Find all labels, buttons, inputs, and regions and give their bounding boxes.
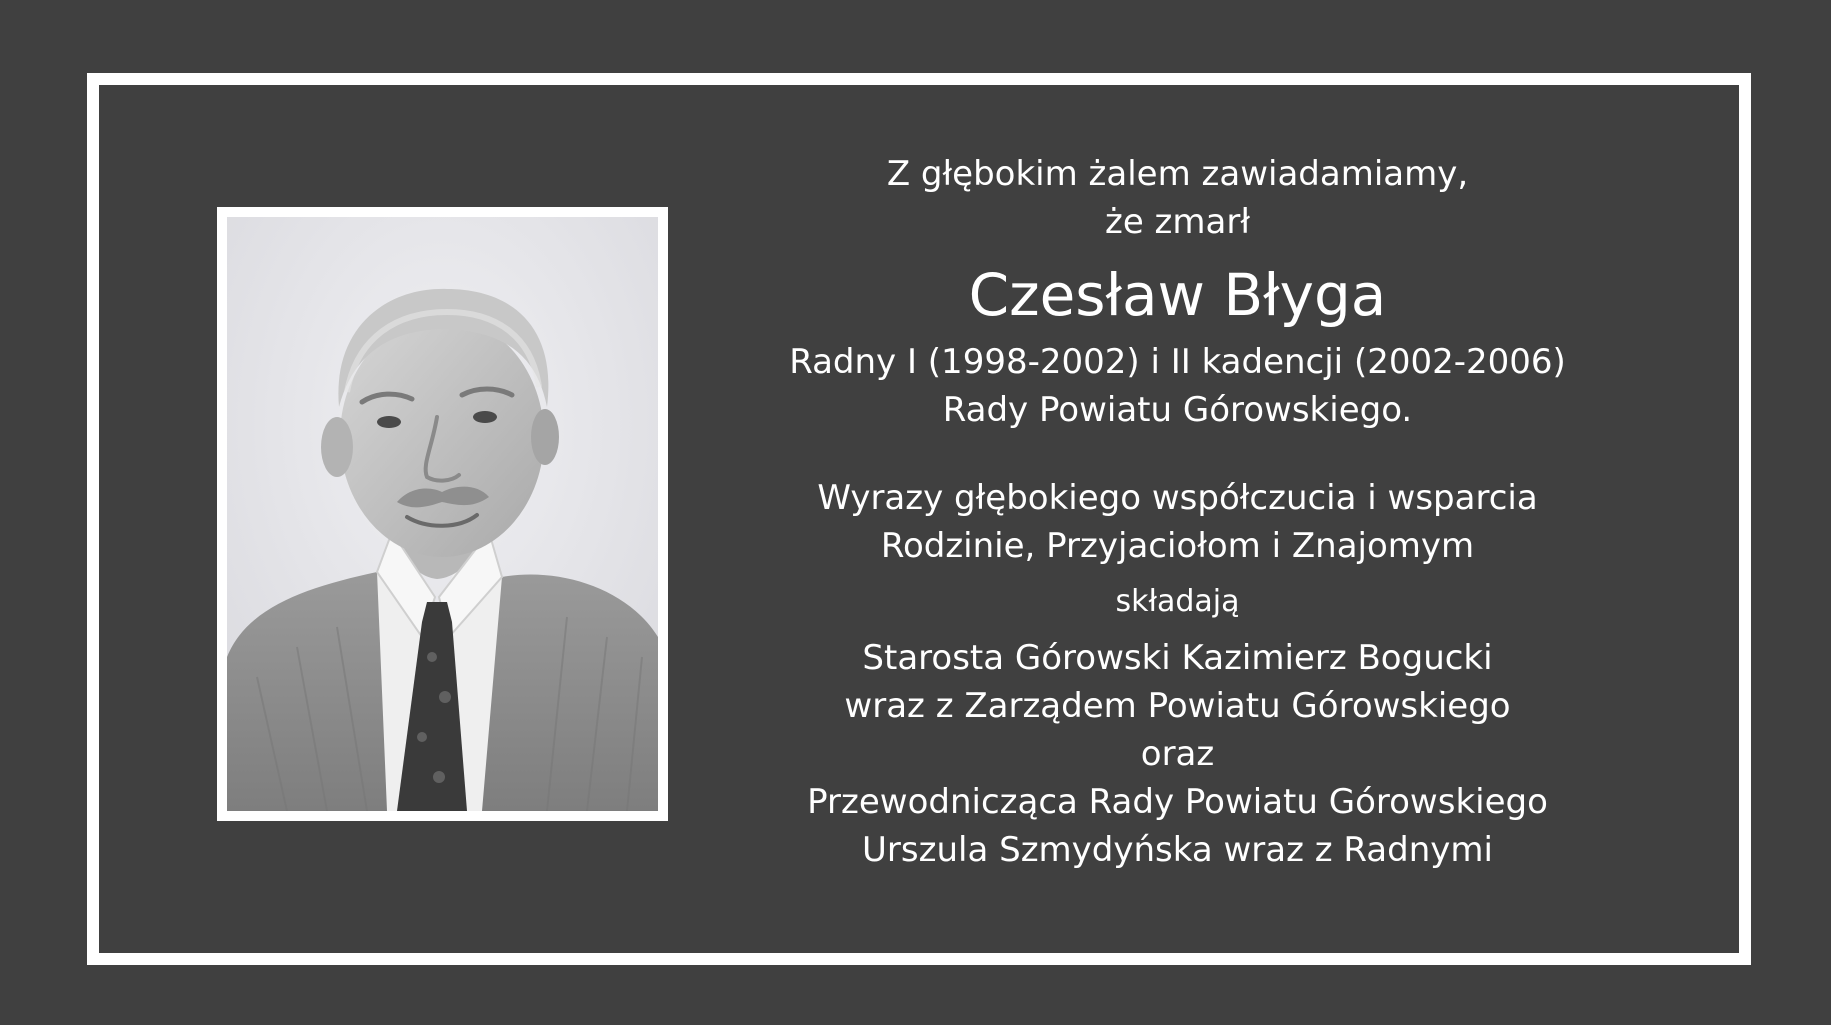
photo-frame [217,207,668,821]
portrait-photo [227,217,658,811]
signatories-line-2: wraz z Zarządem Powiatu Górowskiego [844,686,1511,726]
intro-line-2: że zmarł [1104,202,1250,242]
signatories-line-4: Przewodnicząca Rady Powiatu Górowskiego [807,782,1548,822]
signatories-line-5: Urszula Szmydyńska wraz z Radnymi [862,830,1493,870]
condolences-line-2: Rodzinie, Przyjaciołom i Znajomym [880,526,1475,566]
role-line-1: Radny I (1998-2002) i II kadencji (2002-2006) [789,342,1566,382]
verb-line: składają [1115,584,1240,619]
deceased-name: Czesław Błyga [968,261,1387,329]
text-block [755,150,1600,874]
signatories-line-3: oraz [1140,734,1215,774]
role-line-2: Rady Powiatu Górowskiego. [942,390,1413,430]
condolences-line-1: Wyrazy głębokiego współczucia i wsparcia [817,478,1538,518]
intro-line-1: Z głębokim żalem zawiadamiamy, [886,154,1469,194]
signatories-line-1: Starosta Górowski Kazimierz Bogucki [862,638,1493,678]
